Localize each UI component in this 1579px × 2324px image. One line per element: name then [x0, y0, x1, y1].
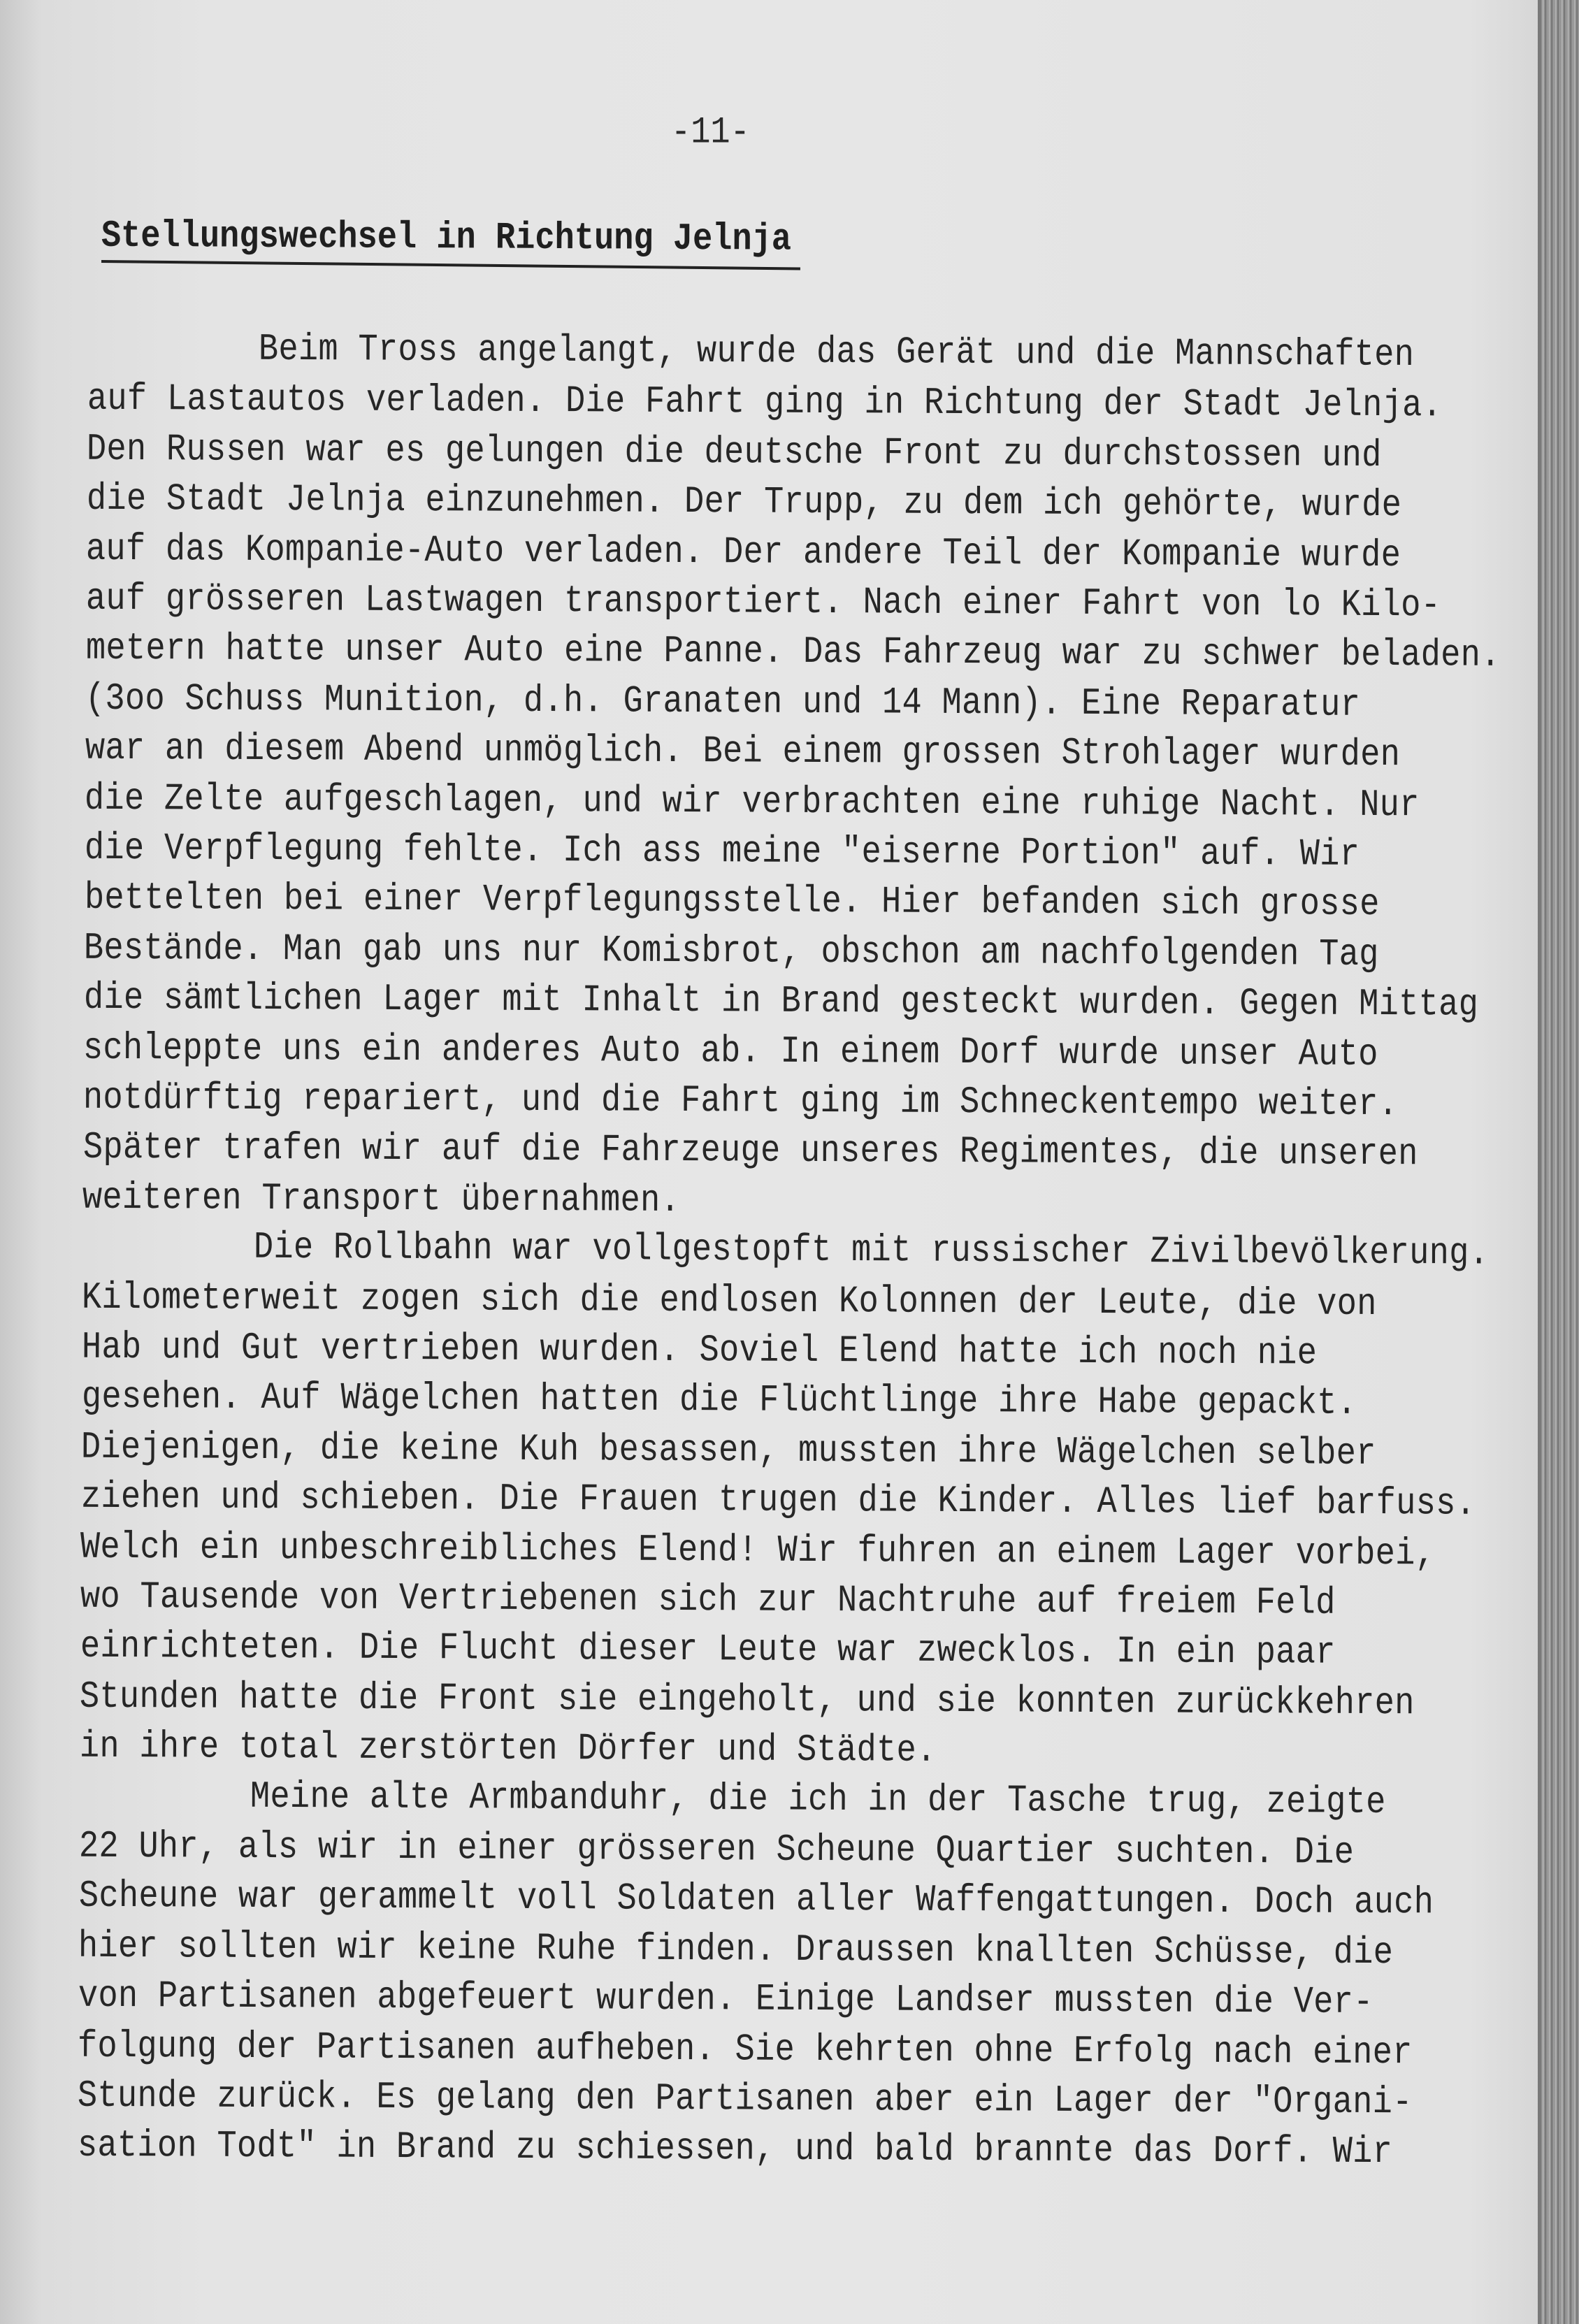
text-line: von Partisanen abgefeuert wurden. Einige Landser mussten die Ver- [78, 1975, 1373, 2025]
text-line: gesehen. Auf Wägelchen hatten die Flüchtlinge ihre Habe gepackt. [81, 1376, 1357, 1426]
text-line: ziehen und schieben. Die Frauen trugen die Kinder. Alles lief barfuss. [80, 1476, 1476, 1527]
text-line: die Zelte aufgeschlagen, und wir verbrachten eine ruhige Nacht. Nur [85, 777, 1420, 828]
text-line: (3oo Schuss Munition, d.h. Granaten und 14 Mann). Eine Reparatur [85, 677, 1361, 727]
text-line: Beim Tross angelangt, wurde das Gerät und die Mannschaften [258, 329, 1415, 377]
text-line: notdürftig repariert, und die Fahrt ging im Schneckentempo weiter. [82, 1077, 1399, 1127]
text-line: Meine alte Armbanduhr, die ich in der Tasche trug, zeigte [250, 1775, 1387, 1824]
text-line: hier sollten wir keine Ruhe finden. Draussen knallten Schüsse, die [78, 1925, 1394, 1975]
text-line: die Verpflegung fehlte. Ich ass meine "eiserne Portion" auf. Wir [84, 828, 1360, 877]
title-underline [101, 260, 800, 270]
text-line: Bestände. Man gab uns nur Komisbrot, obschon am nachfolgenden Tag [83, 927, 1379, 977]
text-line: 22 Uhr, als wir in einer grösseren Scheune Quartier suchten. Die [78, 1826, 1355, 1875]
text-line: Stunde zurück. Es gelang den Partisanen aber ein Lager der "Organi- [77, 2075, 1413, 2125]
text-line: sation Todt" in Brand zu schiessen, und bald brannte das Dorf. Wir [77, 2125, 1392, 2174]
text-line: bettelten bei einer Verpflegungsstelle. Hier befanden sich grosse [84, 877, 1380, 927]
text-line: Stunden hatte die Front sie eingeholt, und sie konnten zurückkehren [79, 1675, 1415, 1726]
text-line: weiteren Transport übernahmen. [82, 1176, 681, 1223]
text-line: Welch ein unbeschreibliches Elend! Wir fuhren an einem Lager vorbei, [80, 1526, 1436, 1576]
text-line: Den Russen war es gelungen die deutsche Front zu durchstossen und [86, 428, 1382, 478]
text-line: war an diesem Abend unmöglich. Bei einem grossen Strohlager wurden [85, 728, 1401, 777]
text-line: auf grösseren Lastwagen transportiert. Nach einer Fahrt von lo Kilo- [85, 578, 1441, 628]
text-line: metern hatte unser Auto eine Panne. Das Fahrzeug war zu schwer beladen. [85, 628, 1501, 678]
text-line: wo Tausende von Vertriebenen sich zur Nachtruhe auf freiem Feld [80, 1576, 1336, 1625]
text-line: auf das Kompanie-Auto verladen. Der andere Teil der Kompanie wurde [86, 528, 1401, 577]
text-line: in ihre total zerstörten Dörfer und Städte. [79, 1726, 937, 1773]
text-line: folgung der Partisanen aufheben. Sie kehrten ohne Erfolg nach einer [78, 2025, 1413, 2075]
page-number: -11- [671, 112, 750, 154]
text-line: auf Lastautos verladen. Die Fahrt ging in Richtung der Stadt Jelnja. [87, 378, 1442, 428]
text-line: Kilometerweit zogen sich die endlosen Kolonnen der Leute, die von [82, 1276, 1378, 1326]
page-stack-edges [1541, 0, 1579, 2324]
text-line: einrichteten. Die Flucht dieser Leute war zwecklos. In ein paar [80, 1626, 1336, 1675]
text-line: Scheune war gerammelt voll Soldaten aller Waffengattungen. Doch auch [78, 1875, 1434, 1926]
text-line: die sämtlichen Lager mit Inhalt in Brand gesteckt wurden. Gegen Mittag [83, 977, 1479, 1027]
text-line: die Stadt Jelnja einzunehmen. Der Trupp, zu dem ich gehörte, wurde [86, 478, 1402, 528]
text-line: Die Rollbahn war vollgestopft mit russischer Zivilbevölkerung. [253, 1227, 1490, 1276]
text-line: Diejenigen, die keine Kuh besassen, mussten ihre Wägelchen selber [80, 1426, 1376, 1476]
section-title: Stellungswechsel in Richtung Jelnja [101, 215, 792, 261]
text-line: Später trafen wir auf die Fahrzeuge unseres Regimentes, die unseren [82, 1127, 1418, 1176]
text-line: Hab und Gut vertrieben wurden. Soviel Elend hatte ich noch nie [81, 1327, 1318, 1376]
text-line: schleppte uns ein anderes Auto ab. In einem Dorf wurde unser Auto [83, 1027, 1379, 1076]
